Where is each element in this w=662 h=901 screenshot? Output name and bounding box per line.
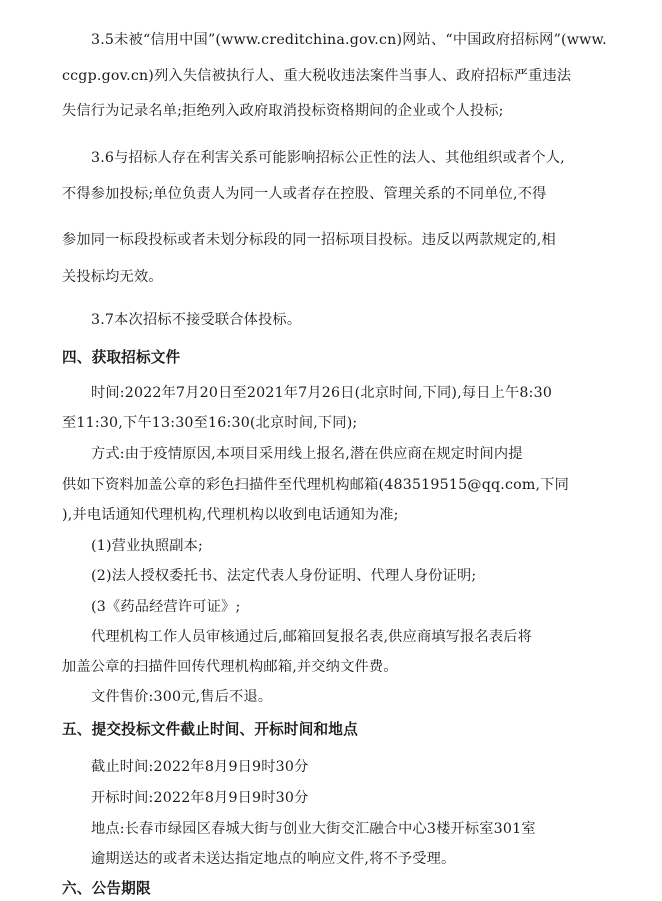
review-line-2: 加盖公章的扫描件回传代理机构邮箱,并交纳文件费。 xyxy=(62,659,398,675)
document-price: 文件售价:300元,售后不退。 xyxy=(91,689,273,705)
method-line-3: ),并电话通知代理机构,代理机构以收到电话通知为准; xyxy=(62,507,399,523)
method-line-1: 方式:由于疫情原因,本项目采用线上报名,潜在供应商在规定时间内提 xyxy=(91,446,523,462)
late-submission-note: 逾期送达的或者未送达指定地点的响应文件,将不予受理。 xyxy=(91,851,456,867)
clause-3-7: 3.7本次招标不接受联合体投标。 xyxy=(91,312,302,328)
location: 地点:长春市绿园区春城大街与创业大街交汇融合中心3楼开标室301室 xyxy=(91,821,536,837)
time-line-1: 时间:2022年7月20日至2021年7月26日(北京时间,下同),每日上午8:30 xyxy=(91,385,553,401)
section-4-heading: 四、获取招标文件 xyxy=(62,349,181,366)
clause-3-5-line-1: 3.5未被“信用中国”(www.creditchina.gov.cn)网站、“中国政府招标网”(www. xyxy=(91,32,607,48)
deadline-time: 截止时间:2022年8月9日9时30分 xyxy=(91,759,309,775)
clause-3-6-line-2: 不得参加投标;单位负责人为同一人或者存在控股、管理关系的不同单位,不得 xyxy=(62,186,547,202)
material-item-1: (1)营业执照副本; xyxy=(91,538,204,554)
clause-3-6-line-3: 参加同一标段投标或者未划分标段的同一招标项目投标。违反以两款规定的,相 xyxy=(62,232,556,248)
material-item-2: (2)法人授权委托书、法定代表人身份证明、代理人身份证明; xyxy=(91,568,477,584)
time-line-2: 至11:30,下午13:30至16:30(北京时间,下同); xyxy=(62,415,358,431)
section-6-heading: 六、公告期限 xyxy=(62,880,151,897)
clause-3-5-line-3: 失信行为记录名单;拒绝列入政府取消投标资格期间的企业或个人投标; xyxy=(62,103,504,119)
clause-3-6-line-4: 关投标均无效。 xyxy=(62,269,163,285)
section-5-heading: 五、提交投标文件截止时间、开标时间和地点 xyxy=(62,721,358,738)
material-item-3: (3《药品经营许可证》; xyxy=(91,599,241,615)
clause-3-5-line-2: ccgp.gov.cn)列入失信被执行人、重大税收违法案件当事人、政府招标严重违法 xyxy=(62,68,572,84)
clause-3-6-line-1: 3.6与招标人存在利害关系可能影响招标公正性的法人、其他组织或者个人, xyxy=(91,150,565,166)
opening-time: 开标时间:2022年8月9日9时30分 xyxy=(91,790,309,806)
method-line-2: 供如下资料加盖公章的彩色扫描件至代理机构邮箱(483519515@qq.com,下同 xyxy=(62,477,569,493)
review-line-1: 代理机构工作人员审核通过后,邮箱回复报名表,供应商填写报名表后将 xyxy=(91,629,533,645)
